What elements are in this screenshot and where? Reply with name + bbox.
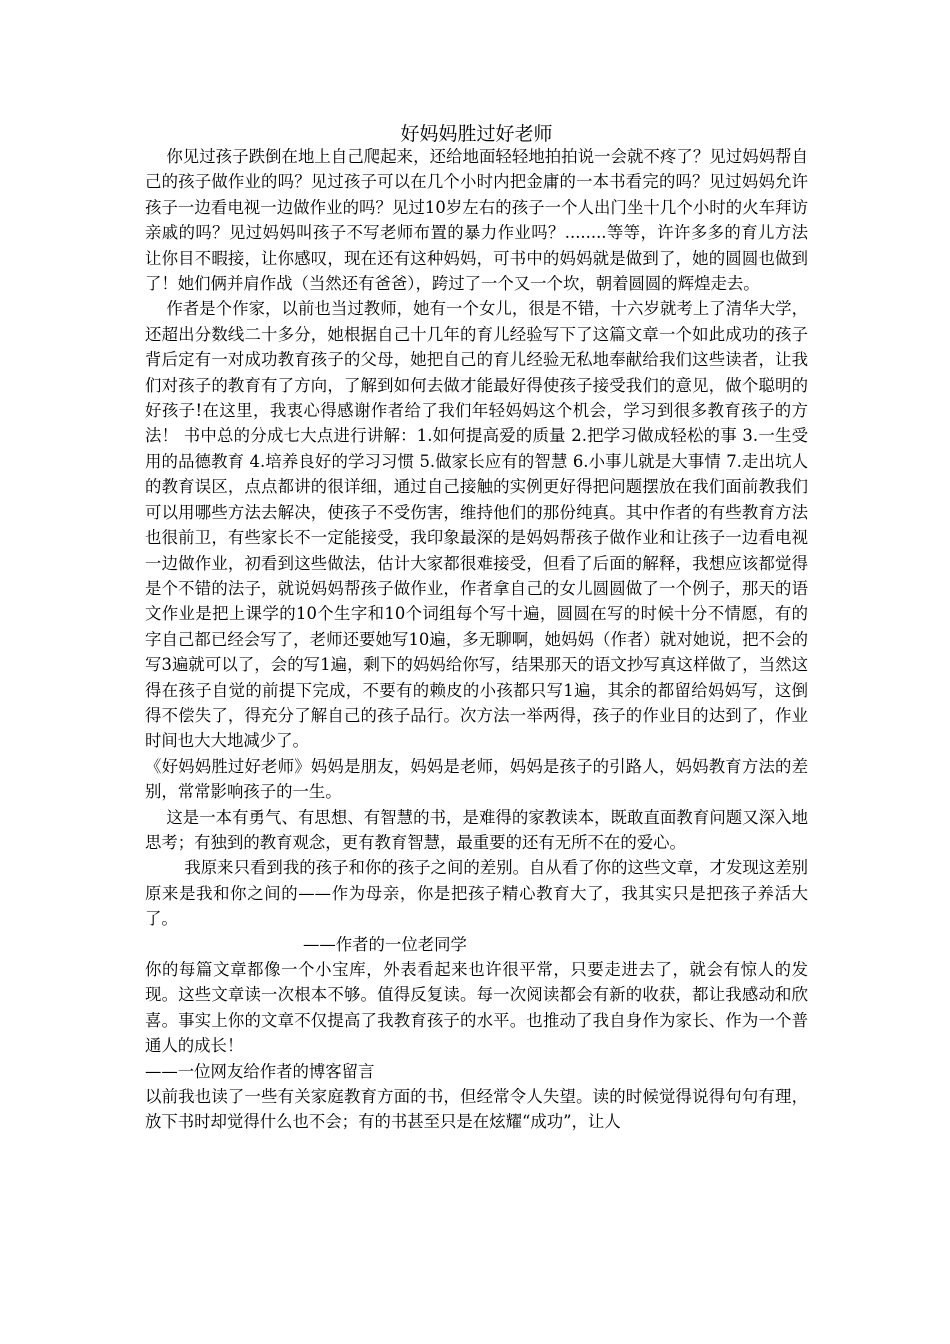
paragraph-closing: 以前我也读了一些有关家庭教育方面的书，但经常令人失望。读的时候觉得说得句句有理，放下书时却觉得什么也不会；有的书甚至只是在炫耀“成功”，让人 bbox=[145, 1087, 808, 1132]
netizen-attribution: ——一位网友给作者的博客留言 bbox=[145, 1061, 375, 1081]
paragraph-review: 作者是个作家，以前也当过教师，她有一个女儿，很是不错，十六岁就考上了清华大学，还超出分数线二十多分，她根据自己十几年的育儿经验写下了这篇文章一个如此成功的孩子背后定有一对成功教育孩子的父母，她把自己的育儿经验无私地奉献给我们这些读者，让我们对孩子的教育有了方向，了解到如何去做才能最好得使孩子接受我们的意见，做个聪明的好孩子!在这里，我衷心得感谢作者给了我们年轻妈妈这个机会，学习到很多教育孩子的方法！ 书中总的分成七大点进行讲解：1.如何提高爱的质量 2.把学习做成轻松的事 3.一生受用的品德教育 4.培养良好的学习习惯 5.做家长应有的智慧 6.小事儿就是大事情 7.走出坑人的教育误区，点点都讲的很详细，通过自己接触的实例更好得把问题摆放在我们面前教我们可以用哪些方法去解决，使孩子不受伤害，维持他们的那份纯真。其中作者的有些教育方法也很前卫，有些家长不一定能接受，我印象最深的是妈妈帮孩子做作业和让孩子一边看电视一边做作业，初看到这些做法，估计大家都很难接受，但看了后面的解释，我想应该都觉得是个不错的法子，就说妈妈帮孩子做作业，作者拿自己的女儿圆圆做了一个例子，那天的语文作业是把上课学的10个生字和10个词组每个写十遍，圆圆在写的时候十分不情愿，有的字自己都已经会写了，老师还要她写10遍，多无聊啊，她妈妈（作者）就对她说，把不会的写3遍就可以了，会的写1遍，剩下的妈妈给你写，结果那天的语文抄写真这样做了，当然这得在孩子自觉的前提下完成，不要有的赖皮的小孩都只写1遍，其余的都留给妈妈写，这倒得不偿失了，得充分了解自己的孩子品行。次方法一举两得，孩子的作业目的达到了，作业时间也大大地减少了。 bbox=[145, 299, 808, 751]
document-page bbox=[145, 120, 808, 1135]
paragraph-praise: 这是一本有勇气、有思想、有智慧的书，是难得的家教读本，既敢直面教育问题又深入地思考；有独到的教育观念，更有教育智慧，最重要的还有无所不在的爱心。 bbox=[145, 807, 808, 852]
paragraph-intro: 你见过孩子跌倒在地上自己爬起来，还给地面轻轻地拍拍说一会就不疼了？见过妈妈帮自己的孩子做作业的吗？见过孩子可以在几个小时内把金庸的一本书看完的吗？见过妈妈允许孩子一边看电视一边做作业的吗？见过10岁左右的孩子一个人出门坐十几个小时的火车拜访亲戚的吗？见过妈妈叫孩子不写老师布置的暴力作业吗？........等等，许许多多的育儿方法让你目不暇接，让你感叹，现在还有这种妈妈，可书中的妈妈就是做到了，她的圆圆也做到了！她们俩并肩作战（当然还有爸爸），跨过了一个又一个坎，朝着圆圆的辉煌走去。 bbox=[145, 147, 808, 294]
document-title: 好妈妈胜过好老师 bbox=[400, 123, 553, 145]
paragraph-classmate-quote: 我原来只看到我的孩子和你的孩子之间的差别。自从看了你的这些文章，才发现这差别原来是我和你之间的——作为母亲，你是把孩子精心教育大了，我其实只是把孩子养活大了。 bbox=[145, 858, 808, 929]
paragraph-summary: 《好妈妈胜过好老师》妈妈是朋友，妈妈是老师，妈妈是孩子的引路人，妈妈教育方法的差别，常常影响孩子的一生。 bbox=[145, 756, 808, 802]
paragraph-netizen-quote: 你的每篇文章都像一个小宝库，外表看起来也许很平常，只要走进去了，就会有惊人的发现。这些文章读一次根本不够。值得反复读。每一次阅读都会有新的收获，都让我感动和欣喜。事实上你的文章不仅提高了我教育孩子的水平。也推动了我自身作为家长、作为一个普通人的成长！ bbox=[145, 960, 808, 1056]
classmate-attribution: ——作者的一位老同学 bbox=[303, 934, 467, 954]
